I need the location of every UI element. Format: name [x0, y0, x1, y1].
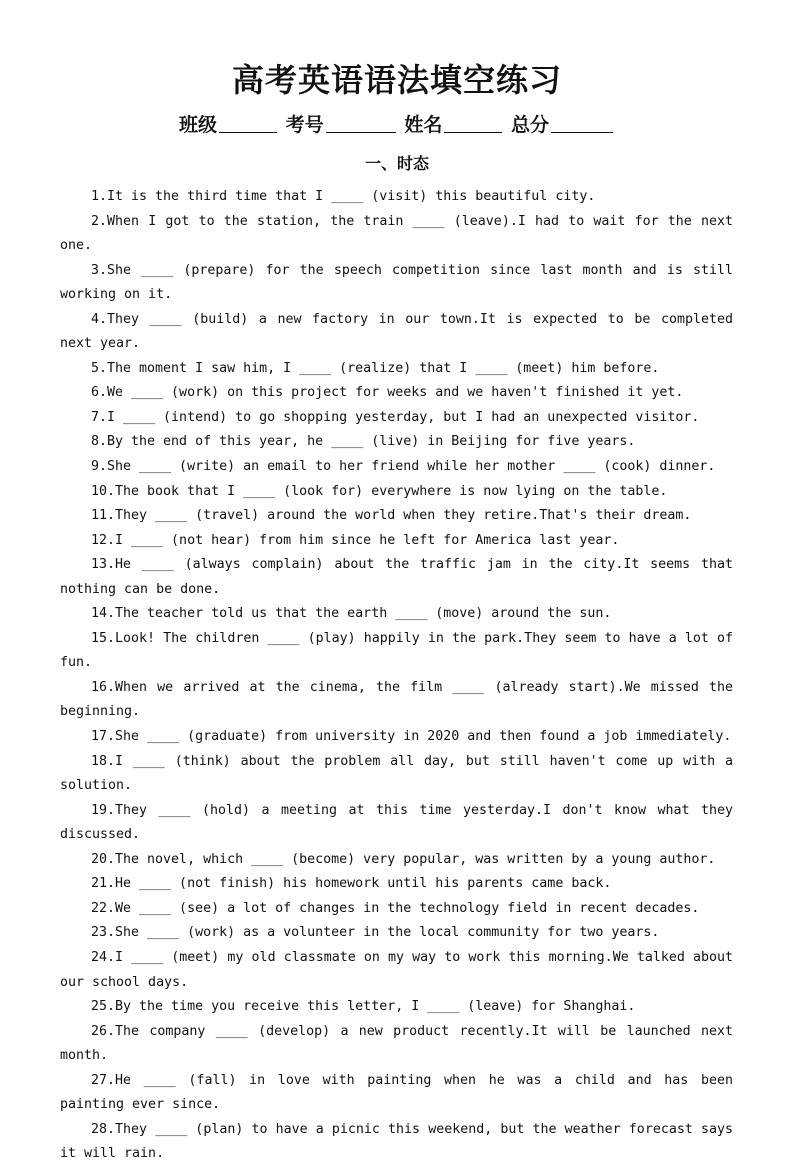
question-list — [60, 185, 733, 1167]
question-item: 3.She ____ (prepare) for the speech competition since last month and is still working on it. — [60, 262, 733, 303]
question-item: 8.By the end of this year, he ____ (live) in Beijing for five years. — [91, 434, 636, 450]
question-item: 26.The company ____ (develop) a new product recently.It will be launched next month. — [60, 1023, 733, 1064]
score-label: 总分 — [510, 114, 549, 136]
question-item: 1.It is the third time that I ____ (visit) this beautiful city. — [91, 189, 596, 204]
question-item: 19.They ____ (hold) a meeting at this time yesterday.I don't know what they discussed. — [60, 802, 733, 843]
question-item: 20.The novel, which ____ (become) very popular, was written by a young author. — [91, 851, 716, 867]
question-item: 25.By the time you receive this letter, I ____ (leave) for Shanghai. — [91, 999, 636, 1015]
class-blank — [219, 112, 277, 133]
question-item: 28.They ____ (plan) to have a picnic this weekend, but the weather forecast says it will rain. — [60, 1121, 733, 1162]
question-item: 23.She ____ (work) as a volunteer in the local community for two years. — [91, 925, 660, 941]
student-info-row — [0, 112, 794, 138]
question-item: 2.When I got to the station, the train ____ (leave).I had to wait for the next one. — [60, 213, 733, 254]
question-item: 15.Look! The children ____ (play) happily in the park.They seem to have a lot of fun. — [60, 630, 733, 671]
question-item: 6.We ____ (work) on this project for weeks and we haven't finished it yet. — [91, 385, 684, 401]
question-item: 14.The teacher told us that the earth ____ (move) around the sun. — [91, 606, 612, 622]
exam-no-label: 考号 — [285, 114, 324, 136]
question-item: 10.The book that I ____ (look for) everywhere is now lying on the table. — [91, 483, 668, 499]
name-label: 姓名 — [404, 114, 443, 136]
question-item: 9.She ____ (write) an email to her friend while her mother ____ (cook) dinner. — [91, 459, 716, 475]
question-item: 27.He ____ (fall) in love with painting when he was a child and has been painting ever since. — [60, 1072, 733, 1113]
name-blank — [444, 112, 502, 133]
class-label: 班级 — [179, 114, 218, 136]
question-item: 13.He ____ (always complain) about the traffic jam in the city.It seems that nothing can be done. — [60, 557, 733, 597]
question-item: 16.When we arrived at the cinema, the film ____ (already start).We missed the beginning. — [60, 679, 733, 720]
question-item: 11.They ____ (travel) around the world when they retire.That's their dream. — [91, 508, 692, 524]
question-item: 24.I ____ (meet) my old classmate on my way to work this morning.We talked about our school days. — [60, 949, 733, 990]
question-item: 17.She ____ (graduate) from university in 2020 and then found a job immediately. — [91, 729, 732, 745]
exam-no-blank — [326, 112, 396, 133]
section-title: 一、时态 — [364, 154, 429, 173]
question-item: 18.I ____ (think) about the problem all day, but still haven't come up with a solution. — [60, 753, 733, 794]
question-item: 4.They ____ (build) a new factory in our town.It is expected to be completed next year. — [60, 311, 733, 352]
page-title: 高考英语语法填空练习 — [231, 61, 562, 99]
question-item: 21.He ____ (not finish) his homework until his parents came back. — [91, 876, 612, 892]
question-item: 5.The moment I saw him, I ____ (realize) that I ____ (meet) him before. — [91, 360, 660, 376]
question-item: 22.We ____ (see) a lot of changes in the technology field in recent decades. — [91, 900, 700, 916]
question-item: 12.I ____ (not hear) from him since he left for America last year. — [91, 532, 620, 548]
question-item: 7.I ____ (intend) to go shopping yesterday, but I had an unexpected visitor. — [91, 409, 700, 425]
score-blank — [551, 112, 613, 133]
